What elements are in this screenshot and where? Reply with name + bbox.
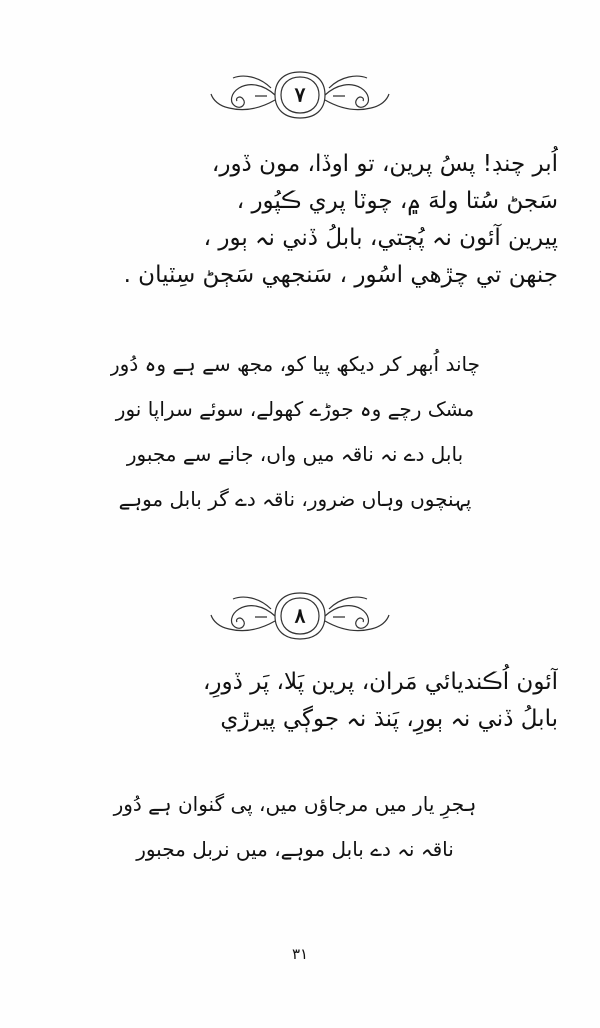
urdu-line: مشک رچے وہ جوڑے کھولے، سوئے سراپا نور: [115, 397, 475, 421]
ornament-header-8: [205, 587, 395, 645]
urdu-translation-7: [110, 342, 480, 522]
urdu-line: ہجرِ یار میں مرجاؤں میں، پی گنوان ہے دُور: [113, 792, 477, 816]
urdu-line: پہنچوں وہاں ضرور، ناقہ دے گر بابل موہے: [118, 487, 472, 511]
sindhi-line: آئون اُڪنديائي مَران، پرين پَلا، پَر ڏورِ،: [202, 669, 558, 695]
sindhi-line: پيرين آئون نہ پُڄتي، بابلُ ڏني نہ ٻور ،: [203, 225, 558, 251]
section-number-8: ۸: [294, 603, 306, 628]
sindhi-line: جنهن تي چڙهي اسُور ، سَنجهي سَڄڻ سِٽيان .: [123, 262, 558, 288]
urdu-translation-8: [110, 782, 480, 872]
ornament-header-7: [205, 66, 395, 124]
urdu-line: ناقہ نہ دے بابل موہے، میں نربل مجبور: [136, 837, 454, 861]
urdu-line: بابل دے نہ ناقہ میں واں، جانے سے مجبور: [126, 442, 464, 466]
sindhi-line: اُبر چنڊ! پسُ پرين، تو اوڏا، مون ڏور،: [211, 151, 558, 177]
sindhi-verse-7: [38, 146, 558, 294]
sindhi-verse-8: [38, 664, 558, 738]
page-number: ۳۱: [291, 945, 309, 963]
sindhi-line: بابلُ ڏني نہ ٻورِ، پَنڌ نہ جوڳي پيرڙي: [220, 706, 558, 732]
section-number-7: ۷: [294, 82, 306, 107]
urdu-line: چاند اُبھر کر دیکھ پیا کو، مجھ سے ہے وہ دُور: [110, 352, 480, 376]
sindhi-line: سَجڻ سُتا ولهَ ۾، چوٽا پري ڪپُور ،: [236, 188, 558, 214]
